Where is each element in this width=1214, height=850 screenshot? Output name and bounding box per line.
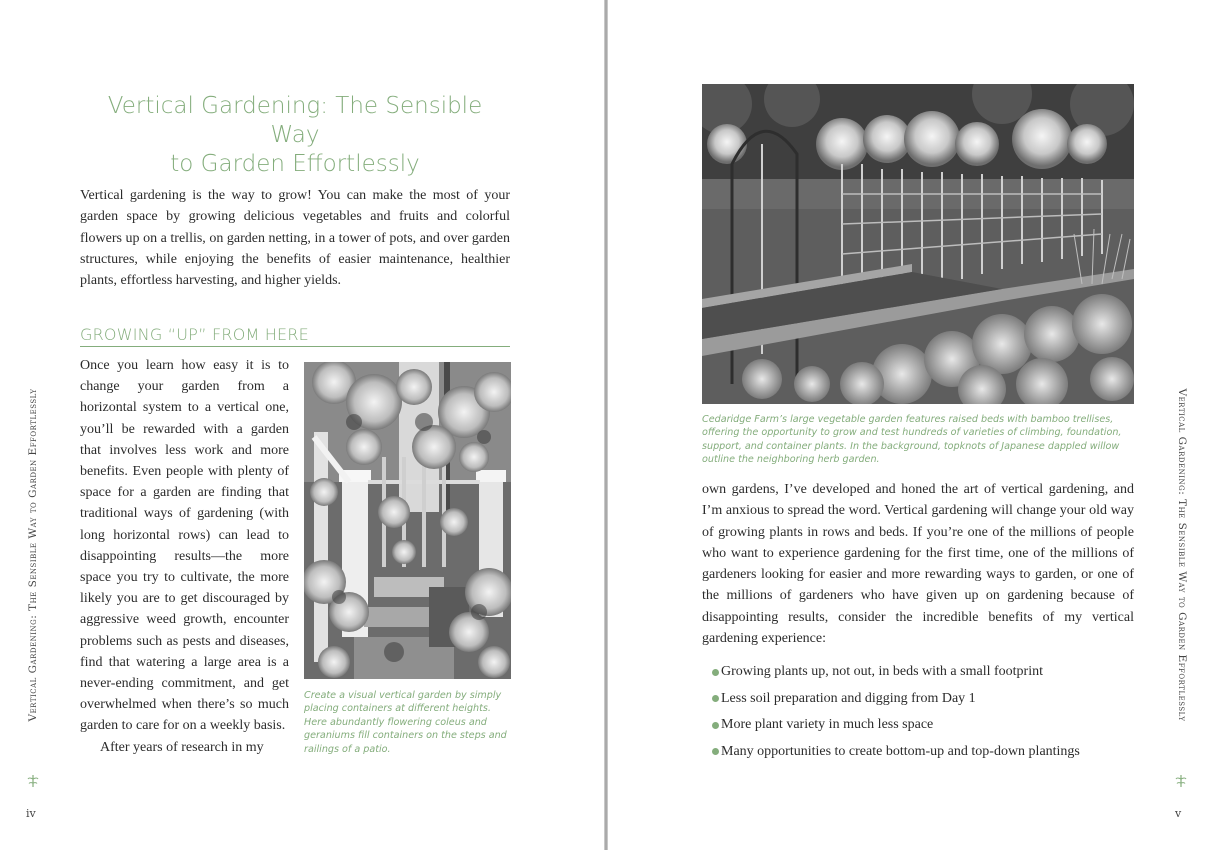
list-item bbox=[712, 686, 1142, 713]
running-head-left bbox=[27, 388, 39, 721]
right-page bbox=[608, 0, 1214, 850]
list-item-text: Many opportunities to create bottom-up and top-down plantings bbox=[721, 743, 1080, 759]
list-item-text: Less soil preparation and digging from Day 1 bbox=[721, 690, 976, 706]
chapter-title-line1: Vertical Gardening: The Sensible Way bbox=[107, 93, 483, 148]
list-item-text: Growing plants up, not out, in beds with a small footprint bbox=[721, 664, 1043, 680]
right-paragraph: own gardens, I’ve developed and honed the art of vertical gardening, and I’m anxious to spread the word. Vertical gardening will change your old way of growing plants in rows and beds. If you’re one of the millions of people who want to experience gardening for the first time, one of the millions of gardeners looking for easier and more rewarding ways to garden, or one of the millions of gardeners who have given up on gardening because of disappointing results, consider the incredible benefits of my vertical gardening experience: bbox=[702, 482, 1134, 647]
list-item bbox=[712, 659, 1142, 686]
running-head-right bbox=[1176, 388, 1188, 721]
running-head-left-text: Vertical Gardening: The Sensible Way to Garden Effortlessly bbox=[27, 388, 39, 722]
bullet-icon bbox=[712, 722, 719, 729]
paragraph-2-start: After years of research in my bbox=[100, 739, 264, 755]
plant-sprig-ornament-icon bbox=[27, 774, 39, 788]
vegetable-garden-photo bbox=[702, 84, 1134, 404]
plant-sprig-ornament-icon bbox=[1175, 774, 1187, 788]
bullet-icon bbox=[712, 669, 719, 676]
patio-container-garden-photo bbox=[304, 362, 511, 679]
left-page bbox=[0, 0, 604, 850]
garden-photo-caption: Cedaridge Farm’s large vegetable garden features raised beds with bamboo trellises, offering the opportunity to grow and test hundreds of varieties of climbing, foundation, support, and container plants. In the background, topknots of Japanese dappled willow outline the neighboring herb garden. bbox=[702, 414, 1122, 466]
intro-paragraph: Vertical gardening is the way to grow! You can make the most of your garden space by growing delicious vegetables and fruits and colorful flowers up on a trellis, on garden netting, in a tower of pots, and over garden structures, while enjoying the benefits of easier maintenance, healthier plants, effortless harvesting, and higher yields. bbox=[80, 188, 510, 289]
running-head-right-text: Vertical Gardening: The Sensible Way to Garden Effortlessly bbox=[1176, 388, 1188, 722]
list-item bbox=[712, 739, 1142, 766]
chapter-title-line2: to Garden Effortlessly bbox=[170, 151, 420, 177]
left-column-text bbox=[80, 355, 289, 758]
chapter-title bbox=[80, 92, 510, 179]
bullet-icon bbox=[712, 748, 719, 755]
bullet-icon bbox=[712, 695, 719, 702]
benefits-list bbox=[712, 659, 1142, 765]
folio-left: iv bbox=[26, 807, 36, 820]
list-item-text: More plant variety in much less space bbox=[721, 717, 934, 733]
folio-right: v bbox=[1175, 807, 1182, 820]
paragraph-1: Once you learn how easy it is to change your garden from a horizontal system to a vertical one, you’ll be rewarded with a garden that involves less work and more benefits. Even people with plenty of space for a garden are finding that traditional ways of gardening (with long horizontal rows) can lead to disappointing results—the more space you try to cultivate, the more likely you are to get discouraged by aggressive weed growth, encounter problems such as pests and diseases, find that watering a large area is a never-ending commitment, and get overwhelmed when there’s so much garden to care for on a weekly basis. bbox=[80, 358, 289, 734]
patio-photo-caption: Create a visual vertical garden by simply placing containers at different heights. Here abundantly flowering coleus and geraniums fill containers on the steps and railings of a patio. bbox=[304, 690, 507, 755]
section-heading: GROWING “UP” FROM HERE bbox=[80, 325, 510, 347]
list-item bbox=[712, 712, 1142, 739]
